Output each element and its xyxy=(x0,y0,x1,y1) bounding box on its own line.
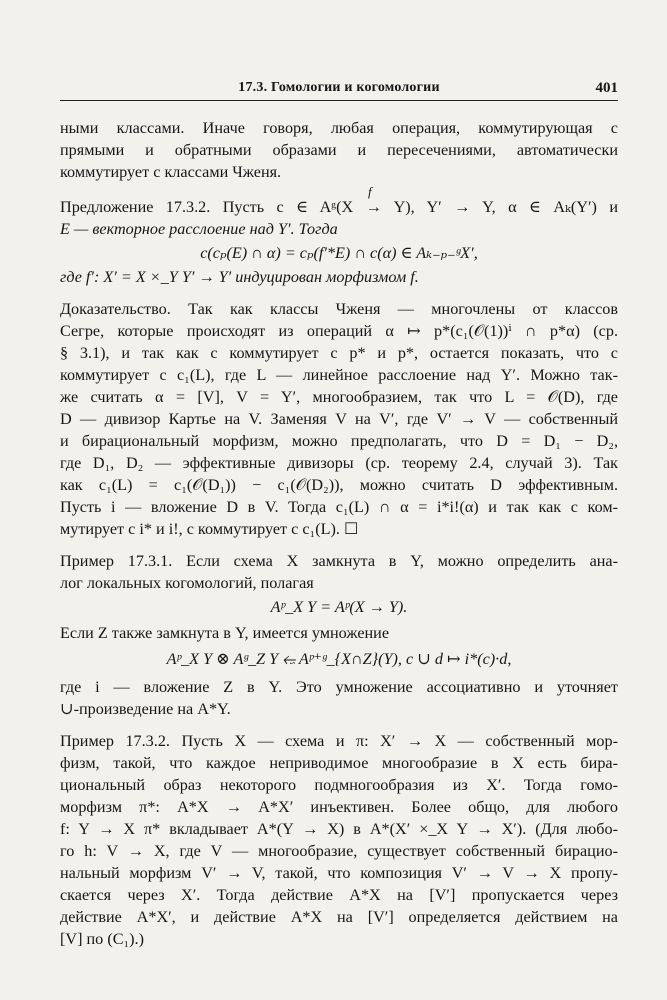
example-line: ∪-произведение на A*Y. xyxy=(60,700,231,718)
example-line: го h: V → X, где V — многообразие, существует собственный бирацио- xyxy=(60,842,618,860)
proposition-line: где f′: X′ = X ×_Y Y′ → Y′ индуцирован морфизмом f. xyxy=(60,268,419,286)
formula-arrow-label: f xyxy=(368,184,372,199)
proof-line: § 3.1), и так как c коммутирует с p* и p*, остается показать, что c xyxy=(60,344,618,362)
example-line: [V] по (C₁).) xyxy=(60,930,144,948)
proof-line: где D₁, D₂ — эффективные дивизоры (ср. теорему 2.4, случай 3). Так xyxy=(60,454,618,472)
header-title: 17.3. Гомологии и когомологии xyxy=(238,80,440,95)
text-line: прямыми и обратными образами и пересечениями, автоматически xyxy=(60,141,618,159)
proof-line: Сегре, которые происходят из операций α ↦ p*(c₁(𝒪(1))ⁱ ∩ p*α) (ср. xyxy=(60,322,618,340)
proof-line: Доказательство. Так как классы Чженя — многочлены от классов xyxy=(60,300,618,318)
example-line: нальный морфизм V′ → V, такой, что композиция V′ → V → X пропу- xyxy=(60,864,618,882)
example-line: скается через X′. Тогда действие A*X на [V′] пропускается через xyxy=(60,886,618,904)
example-line: физм, такой, что каждое неприводимое многообразие в X есть бира- xyxy=(60,754,618,772)
proof-line: D — дивизор Картье на V. Заменяя V на V′, где V′ → V — собственный xyxy=(60,410,618,428)
example-line: где i — вложение Z в Y. Это умножение ассоциативно и уточняет xyxy=(60,678,618,696)
display-formula: Aᵖ_X Y ⊗ Aᵍ_Z Y ⭋ Aᵖ⁺ᵍ_{X∩Z}(Y), c ∪ d ↦ i*(c)·d, xyxy=(166,650,512,668)
example-line: действие A*X′, и действие A*X на [V′] определяется действием на xyxy=(60,908,618,926)
example-line: Если Z также замкнута в Y, имеется умножение xyxy=(60,624,390,642)
display-formula: c(cₚ(E) ∩ α) = cₚ(f′*E) ∩ c(α) ∈ Aₖ₋ₚ₋ᵍX′, xyxy=(200,244,478,262)
text-line: коммутирует с классами Чженя. xyxy=(60,163,282,181)
example-line: Пример 17.3.2. Пусть X — схема и π: X′ → X — собственный мор- xyxy=(60,732,618,750)
example-line: Пример 17.3.1. Если схема X замкнута в Y, можно определить ана- xyxy=(60,552,618,570)
page-number: 401 xyxy=(595,80,618,96)
proof-line: как c₁(L) = c₁(𝒪(D₁)) − c₁(𝒪(D₂)), можно считать D эффективным. xyxy=(60,476,618,494)
example-line: f: Y → X π* вкладывает A*(Y → X) в A*(X′ ×_X Y → X′). (Для любо- xyxy=(60,820,618,838)
proposition-line: Предложение 17.3.2. Пусть c ∈ Aᵍ(X → Y), Y′ → Y, α ∈ Aₖ(Y′) и xyxy=(60,198,618,216)
proposition-line: E — векторное расслоение над Y′. Тогда xyxy=(60,220,338,238)
proof-line: Пусть i — вложение D в V. Тогда c₁(L) ∩ α = i*i!(α) и так как c ком- xyxy=(60,498,618,516)
example-line: лог локальных когомологий, полагая xyxy=(60,574,314,592)
running-header xyxy=(60,78,618,101)
text-line: ными классами. Иначе говоря, любая операция, коммутирующая с xyxy=(60,119,618,137)
display-formula: Aᵖ_X Y = Aᵖ(X → Y). xyxy=(270,598,408,616)
example-line: морфизм π*: A*X → A*X′ инъективен. Более общо, для любого xyxy=(60,798,618,816)
proof-line: коммутирует с c₁(L), где L — линейное расслоение над Y′. Можно так- xyxy=(60,366,618,384)
proof-line: и бирациональный морфизм, можно предполагать, что D = D₁ − D₂, xyxy=(60,432,618,450)
example-line: циональный образ некоторого подмногообразия из X′. Тогда гомо- xyxy=(60,776,618,794)
proof-line: мутирует с i* и i!, c коммутирует с c₁(L). ☐ xyxy=(60,520,359,538)
proof-line: же считать α = [V], V = Y′, многообразием, так что L = 𝒪(D), где xyxy=(60,388,618,406)
